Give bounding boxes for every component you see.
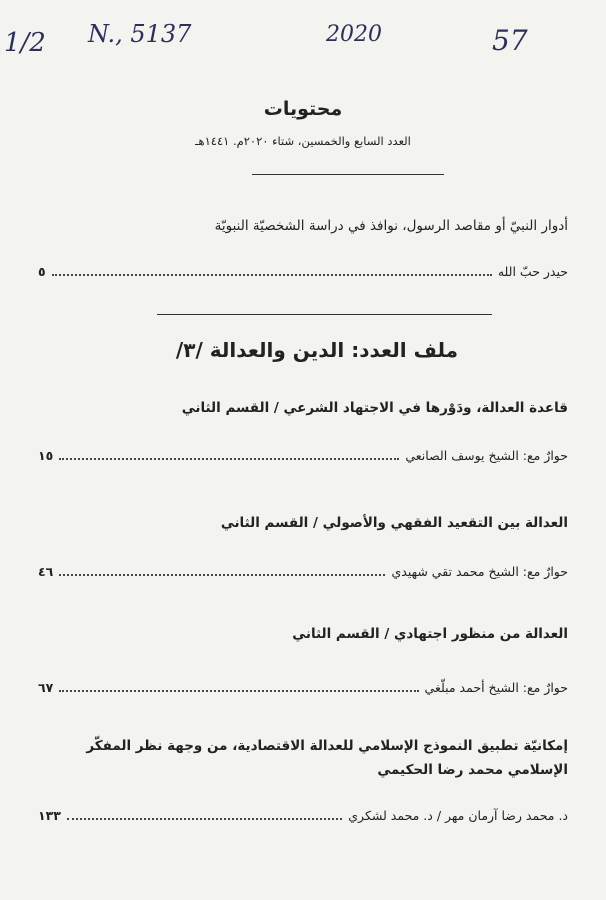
page-title: محتويات: [263, 98, 343, 120]
handwritten-accession-number: N., 5137: [88, 20, 192, 48]
leader-dots: [67, 806, 342, 820]
toc-entry-line: [38, 562, 568, 582]
leader-dots: [59, 678, 418, 692]
toc-entry-page: ١٣٣: [38, 808, 61, 823]
toc-entry-author: حيدر حبّ الله: [497, 264, 568, 279]
toc-entry-page: ٤٦: [38, 564, 54, 579]
toc-entry-title: العدالة من منظور اجتهادي / القسم الثاني: [292, 626, 568, 642]
issue-info: العدد السابع والخمسين، شتاء ٢٠٢٠م. ١٤٤١هـ: [195, 134, 411, 148]
toc-entry-author: حوارٌ مع: الشيخ محمد تقي شهيدي: [391, 564, 568, 579]
toc-entry-line: [38, 678, 568, 698]
toc-entry-title: قاعدة العدالة، ودَوْرها في الاجتهاد الشرعي / القسم الثاني: [181, 400, 568, 416]
toc-entry-line: [38, 446, 568, 466]
handwritten-year: 2020: [326, 22, 382, 47]
toc-entry-author: حوارٌ مع: الشيخ يوسف الصانعي: [405, 448, 568, 463]
toc-entry-title: العدالة بين التقعيد الفقهي والأصولي / القسم الثاني: [220, 515, 568, 531]
leader-dots: [59, 562, 385, 576]
toc-entry-line: [38, 806, 568, 826]
toc-entry-line: [38, 262, 568, 282]
toc-entry-author: حوارٌ مع: الشيخ أحمد مبلّغي: [424, 680, 568, 695]
toc-entry-page: ٥: [38, 264, 46, 279]
leader-dots: [52, 262, 492, 276]
handwritten-note-left: 1/2: [4, 28, 46, 58]
leader-dots: [59, 446, 399, 460]
toc-entry-page: ١٥: [38, 448, 54, 463]
divider: [157, 314, 492, 315]
handwritten-page-number: 57: [492, 24, 528, 57]
toc-entry-page: ٦٧: [38, 680, 54, 695]
toc-entry-title: إمكانيّة تطبيق النموذج الإسلامي للعدالة الاقتصادية، من وجهة نظر المفكّر الإسلامي محمد رضا الحكيمي: [86, 738, 568, 778]
divider: [252, 174, 444, 175]
section-heading: ملف العدد: الدين والعدالة /٣/: [175, 338, 458, 362]
toc-entry-title: أدوار النبيّ أو مقاصد الرسول، نوافذ في دراسة الشخصيّة النبويّة: [214, 218, 568, 234]
toc-entry-author: د. محمد رضا آرمان مهر / د. محمد لشكري: [348, 808, 568, 823]
